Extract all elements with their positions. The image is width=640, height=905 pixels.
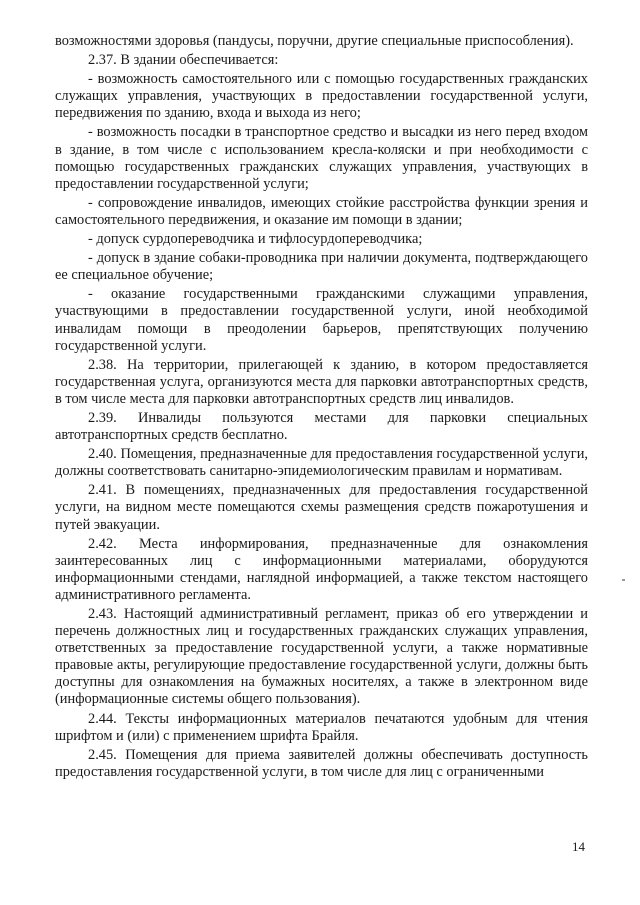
paragraph-2-40: 2.40. Помещения, предназначенные для предоставления государственной услуги, должны соответствовать санитарно-эпидемиологическим правилам и нормативам. bbox=[55, 446, 588, 480]
document-body bbox=[55, 33, 588, 783]
list-item-escort: - сопровождение инвалидов, имеющих стойкие расстройства функции зрения и самостоятельного передвижения, и оказание им помощи в здании; bbox=[55, 194, 588, 228]
scan-speck bbox=[622, 579, 625, 581]
list-item-guide-dog: - допуск в здание собаки-проводника при наличии документа, подтверждающего ее специальное обучение; bbox=[55, 250, 588, 284]
paragraph-2-42: 2.42. Места информирования, предназначенные для ознакомления заинтересованных лиц с информационными материалами, оборудуются информационными стендами, наглядной информацией, а также текстом настоящего административного регламента. bbox=[55, 535, 588, 603]
paragraph-continuation: возможностями здоровья (пандусы, поручни, другие специальные приспособления). bbox=[55, 33, 574, 49]
paragraph-2-41: 2.41. В помещениях, предназначенных для предоставления государственной услуги, на видном месте помещаются схемы размещения средств пожаротушения и путей эвакуации. bbox=[55, 482, 588, 533]
list-item-assistance: - оказание государственными гражданскими служащими управления, участвующими в предоставлении государственной услуги, иной необходимой инвалидам помощи в преодолении барьеров, препятствующих получению государственной услуги. bbox=[55, 286, 588, 354]
paragraph-2-45: 2.45. Помещения для приема заявителей должны обеспечивать доступность предоставления государственной услуги, в том числе для лиц с ограниченными bbox=[55, 746, 588, 780]
list-item-interpreter: - допуск сурдопереводчика и тифлосурдопереводчика; bbox=[88, 231, 423, 248]
paragraph-2-43: 2.43. Настоящий административный регламент, приказ об его утверждении и перечень должностных лиц и государственных гражданских служащих управления, ответственных за предоставление государственной услуги, а также нормативные правовые акты, регулирующие предоставление государственной услуги, должны быть доступны для ознакомления на бумажных носителях, а также в электронном виде (информационные системы общего пользования). bbox=[55, 606, 588, 708]
list-item-transport: - возможность посадки в транспортное средство и высадки из него перед входом в здание, в том числе с использованием кресла-коляски и при необходимости с помощью государственных гражданских служащих управления, участвующих в предоставлении государственной услуги; bbox=[55, 124, 588, 192]
list-item-movement: - возможность самостоятельного или с помощью государственных гражданских служащих управления, участвующих в предоставлении государственной услуги, передвижения по зданию, входа и выхода из него; bbox=[55, 71, 588, 122]
paragraph-2-37: 2.37. В здании обеспечивается: bbox=[88, 52, 279, 69]
paragraph-2-38: 2.38. На территории, прилегающей к зданию, в котором предоставляется государственная услуга, организуются места для парковки автотранспортных средств, в том числе места для парковки автотранспортных средств лиц инвалидов. bbox=[55, 356, 588, 407]
paragraph-2-39: 2.39. Инвалиды пользуются местами для парковки специальных автотранспортных средств бесплатно. bbox=[55, 409, 588, 444]
page-number: 14 bbox=[572, 839, 585, 854]
paragraph-2-44: 2.44. Тексты информационных материалов печатаются удобным для чтения шрифтом и (или) с применением шрифта Брайля. bbox=[55, 710, 588, 744]
